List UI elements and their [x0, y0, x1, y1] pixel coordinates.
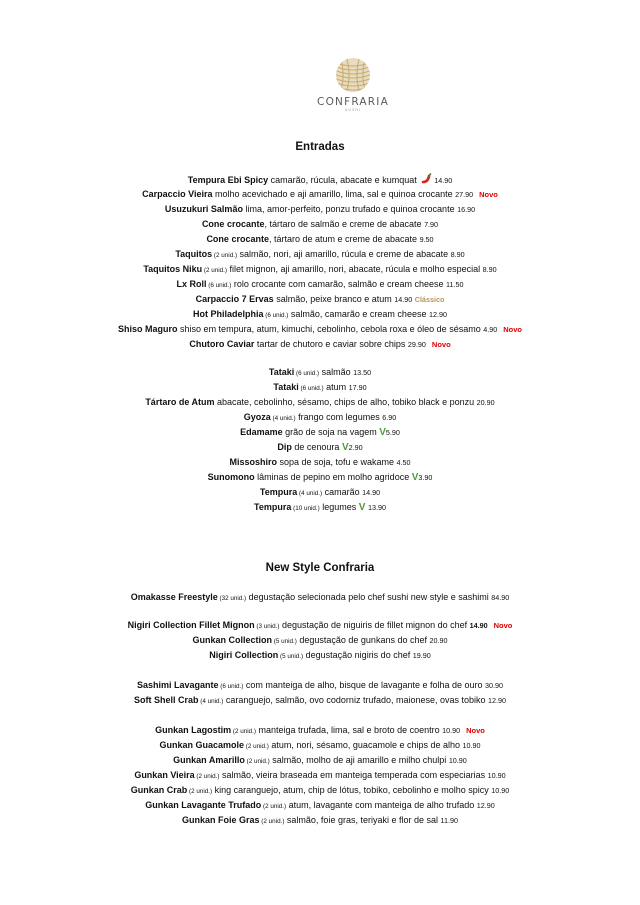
- item-quantity: (6 unid.): [294, 370, 320, 377]
- item-name: Tempura Ebi Spicy: [187, 175, 269, 185]
- item-quantity: (6 unid.): [298, 385, 324, 392]
- item-description: shiso em tempura, atum, kimuchi, cebolinho, cebola roxa e óleo de sésamo: [177, 324, 484, 334]
- item-name: Soft Shell Crab: [133, 695, 199, 705]
- item-quantity: (4 unid.): [198, 698, 224, 705]
- item-price: 27.90: [455, 190, 474, 199]
- menu-item: [0, 694, 640, 708]
- item-name: Gunkan Foie Gras: [182, 815, 260, 825]
- restaurant-logo: [312, 52, 394, 124]
- item-description: salmão, peixe branco e atum: [273, 294, 395, 304]
- item-description: camarão: [322, 487, 363, 497]
- item-quantity: (3 unid.): [254, 623, 280, 630]
- item-quantity: (2 unid.): [202, 267, 228, 274]
- item-price: 11.90: [440, 816, 458, 825]
- item-name: Dip: [277, 442, 292, 452]
- item-quantity: (6 unid.): [206, 282, 232, 289]
- item-description: com manteiga de alho, bisque de lavagante e folha de ouro: [243, 680, 486, 690]
- menu-item: [0, 456, 640, 469]
- item-price: 2.90: [348, 443, 363, 452]
- item-price: 11.50: [446, 280, 464, 289]
- item-price: 13.90: [367, 503, 386, 512]
- new-badge: Novo: [479, 190, 498, 199]
- menu-item: [0, 501, 640, 515]
- item-description: king caranguejo, atum, chip de lótus, tobiko, cebolinho e molho spicy: [212, 785, 492, 795]
- item-quantity: (2 unid.): [212, 252, 238, 259]
- item-price: 20.90: [476, 398, 495, 407]
- item-price: 3.90: [418, 473, 433, 482]
- item-name: Sashimi Lavagante: [136, 680, 219, 690]
- item-description: frango com legumes: [295, 412, 383, 422]
- menu-item: [0, 441, 640, 454]
- menu-item: [0, 619, 640, 633]
- item-quantity: (2 unid.): [261, 803, 287, 810]
- item-price: 19.90: [412, 651, 431, 660]
- menu-item: [0, 338, 640, 351]
- item-name: Sunomono: [207, 472, 255, 482]
- menu-item: [0, 814, 640, 828]
- item-name: Omakasse Freestyle: [130, 592, 218, 602]
- menu-item: [0, 426, 640, 439]
- item-name: Gunkan Vieira: [134, 770, 195, 780]
- menu-item: [0, 263, 640, 277]
- item-quantity: (2 unid.): [244, 743, 269, 750]
- menu-item: [0, 591, 640, 605]
- item-name: Gunkan Lagostim: [155, 725, 232, 735]
- item-description: filet mignon, aji amarillo, nori, abacate, rúcula e molho especial: [227, 264, 483, 274]
- item-name: Missoshiro: [229, 457, 277, 467]
- new-badge: Novo: [431, 340, 451, 349]
- chili-icon: [421, 173, 432, 184]
- item-description: , tártaro de atum e creme de abacate: [268, 234, 420, 244]
- item-description: manteiga trufada, lima, sal e broto de coentro: [256, 725, 443, 735]
- menu-item: [0, 486, 640, 500]
- item-name: Cone crocante: [201, 219, 265, 229]
- item-price: 10.90: [462, 741, 481, 750]
- item-description: de cenoura: [291, 442, 342, 452]
- menu-item: [0, 293, 640, 306]
- item-price: 29.90: [407, 340, 426, 349]
- item-price: 10.90: [448, 756, 467, 765]
- menu-item: [0, 218, 640, 231]
- item-price: 9.50: [419, 235, 434, 244]
- item-name: Usuzukuri Salmão: [164, 204, 243, 214]
- menu-item: [0, 724, 640, 738]
- item-name: Taquitos: [175, 249, 213, 259]
- item-description: atum, lavagante com manteiga de alho trufado: [286, 800, 477, 810]
- menu-item: [0, 381, 640, 395]
- item-description: salmão: [319, 367, 354, 377]
- item-description: tartar de chutoro e caviar sobre chips: [254, 339, 408, 349]
- item-description: caranguejo, salmão, ovo codorniz trufado, maionese, ovas tobiko: [223, 695, 489, 705]
- item-description: molho acevichado e aji amarillo, lima, sal e quinoa crocante: [212, 189, 456, 199]
- item-price: 10.90: [487, 771, 506, 780]
- section-title-entradas: Entradas: [295, 141, 345, 153]
- item-name: Cone crocante: [206, 234, 269, 244]
- menu-item: [0, 323, 640, 336]
- item-description: atum, nori, sésamo, guacamole e chips de alho: [268, 740, 463, 750]
- item-quantity: (2 unid.): [244, 758, 270, 765]
- item-price: 7.90: [424, 220, 439, 229]
- item-quantity: (4 unid.): [270, 415, 296, 422]
- item-price: 10.90: [491, 786, 510, 795]
- menu-item: [0, 233, 640, 246]
- item-price: 4.50: [396, 458, 411, 467]
- menu-item: [0, 679, 640, 693]
- item-name: Tataki: [273, 382, 299, 392]
- item-quantity: (4 unid.): [297, 490, 323, 497]
- item-name: Gunkan Lavagante Trufado: [145, 800, 262, 810]
- item-price: 5.90: [385, 428, 400, 437]
- item-name: Tataki: [268, 367, 295, 377]
- item-quantity: (6 unid.): [263, 312, 289, 319]
- vegan-v-icon: V: [379, 427, 386, 438]
- item-description: atum: [323, 382, 349, 392]
- item-name: Chutoro Caviar: [189, 339, 255, 349]
- item-price: 4.90: [483, 325, 498, 334]
- item-name: Tártaro de Atum: [145, 397, 215, 407]
- item-description: salmão, vieira braseada em manteiga temperada com especiarias: [219, 770, 488, 780]
- menu-item: [0, 173, 640, 187]
- item-description: salmão, molho de aji amarillo e milho chulpi: [269, 755, 449, 765]
- menu-item: [0, 471, 640, 484]
- item-name: Gunkan Guacamole: [159, 740, 245, 750]
- menu-item: [0, 754, 640, 768]
- item-price: 6.90: [382, 413, 397, 422]
- item-price: 8.90: [482, 265, 497, 274]
- menu-item: [0, 308, 640, 322]
- item-description: degustação de niguiris de fillet mignon do chef: [279, 620, 470, 630]
- item-description: grão de soja na vagem: [282, 427, 380, 437]
- item-quantity: (6 unid.): [218, 683, 244, 690]
- item-price: 16.90: [457, 205, 476, 214]
- item-price: 14.90: [434, 176, 453, 185]
- item-description: degustação selecionada pelo chef sushi new style e sashimi: [246, 592, 492, 602]
- menu-item: [0, 649, 640, 663]
- item-price: 17.90: [348, 383, 367, 392]
- item-name: Tempura: [254, 502, 292, 512]
- item-price: 30.90: [485, 681, 504, 690]
- section-title-new-style: New Style Confraria: [265, 562, 375, 574]
- menu-item: [0, 203, 640, 216]
- item-description: salmão, camarão e cream cheese: [288, 309, 429, 319]
- item-name: Carpaccio Vieira: [142, 189, 213, 199]
- item-quantity: (32 unid.): [217, 595, 247, 602]
- item-price: 12.90: [428, 310, 447, 319]
- item-name: Taquitos Niku: [143, 264, 203, 274]
- vegan-v-icon: V: [358, 502, 366, 513]
- item-description: salmão, nori, aji amarillo, rúcula e creme de abacate: [237, 249, 451, 259]
- new-badge: Novo: [466, 726, 485, 735]
- menu-item: [0, 396, 640, 409]
- menu-item: [0, 784, 640, 798]
- logo-wordmark: CONFRARIA: [317, 96, 389, 108]
- item-name: Gunkan Collection: [192, 635, 273, 645]
- vegan-v-icon: V: [411, 472, 419, 483]
- item-description: rolo crocante com camarão, salmão e cream cheese: [231, 279, 446, 289]
- item-name: Lx Roll: [176, 279, 207, 289]
- item-quantity: (5 unid.): [272, 638, 297, 645]
- item-price: 8.90: [450, 250, 465, 259]
- item-price: 12.90: [476, 801, 495, 810]
- item-price: 13.50: [353, 368, 372, 377]
- item-description: abacate, cebolinho, sésamo, chips de alho, tobiko black e ponzu: [214, 397, 477, 407]
- item-description: legumes: [319, 502, 359, 512]
- menu-item: [0, 799, 640, 813]
- item-name: Carpaccio 7 Ervas: [195, 294, 274, 304]
- item-price: 10.90: [442, 726, 461, 735]
- menu-item: [0, 769, 640, 783]
- item-name: Gunkan Amarillo: [173, 755, 245, 765]
- item-description: , tártaro de salmão e creme de abacate: [264, 219, 425, 229]
- classic-badge: Clássico: [414, 295, 445, 304]
- item-quantity: (10 unid.): [291, 505, 320, 512]
- item-name: Hot Philadelphia: [193, 309, 264, 319]
- item-quantity: (2 unid.): [187, 788, 213, 795]
- item-quantity: (2 unid.): [231, 728, 256, 735]
- item-name: Tempura: [259, 487, 298, 497]
- new-badge: Novo: [503, 325, 522, 334]
- menu-item: [0, 248, 640, 262]
- item-name: Nigiri Collection: [209, 650, 279, 660]
- vegan-v-icon: V: [341, 442, 349, 453]
- menu-item: [0, 411, 640, 425]
- item-name: Gunkan Crab: [130, 785, 188, 795]
- item-price: 14.90: [362, 488, 381, 497]
- item-quantity: (2 unid.): [259, 818, 285, 825]
- item-name: Shiso Maguro: [118, 324, 178, 334]
- new-badge: Novo: [493, 621, 513, 630]
- menu-item: [0, 634, 640, 648]
- item-name: Gyoza: [243, 412, 271, 422]
- item-quantity: (2 unid.): [194, 773, 220, 780]
- item-description: degustação de gunkans do chef: [296, 635, 430, 645]
- item-description: degustação nigiris do chef: [303, 650, 413, 660]
- item-description: lâminas de pepino em molho agridoce: [254, 472, 412, 482]
- item-price: 20.90: [429, 636, 448, 645]
- menu-item: [0, 188, 640, 201]
- menu-item: [0, 366, 640, 380]
- item-description: lima, amor-perfeito, ponzu trufado e quinoa crocante: [242, 204, 458, 214]
- item-price: 12.90: [488, 696, 507, 705]
- item-description: salmão, foie gras, teriyaki e flor de sal: [284, 815, 441, 825]
- item-description: camarão, rúcula, abacate e kumquat: [268, 175, 420, 185]
- item-price: 14.90: [469, 621, 488, 630]
- item-name: Nigiri Collection Fillet Mignon: [127, 620, 255, 630]
- menu-item: [0, 278, 640, 292]
- logo-emblem-icon: [334, 56, 372, 94]
- item-price: 14.90: [394, 295, 413, 304]
- logo-subtitle: SUSHI: [345, 108, 361, 112]
- item-description: sopa de soja, tofu e wakame: [276, 457, 397, 467]
- menu-item: [0, 739, 640, 753]
- item-name: Edamame: [240, 427, 283, 437]
- item-quantity: (5 unid.): [278, 653, 304, 660]
- item-price: 84.90: [491, 593, 510, 602]
